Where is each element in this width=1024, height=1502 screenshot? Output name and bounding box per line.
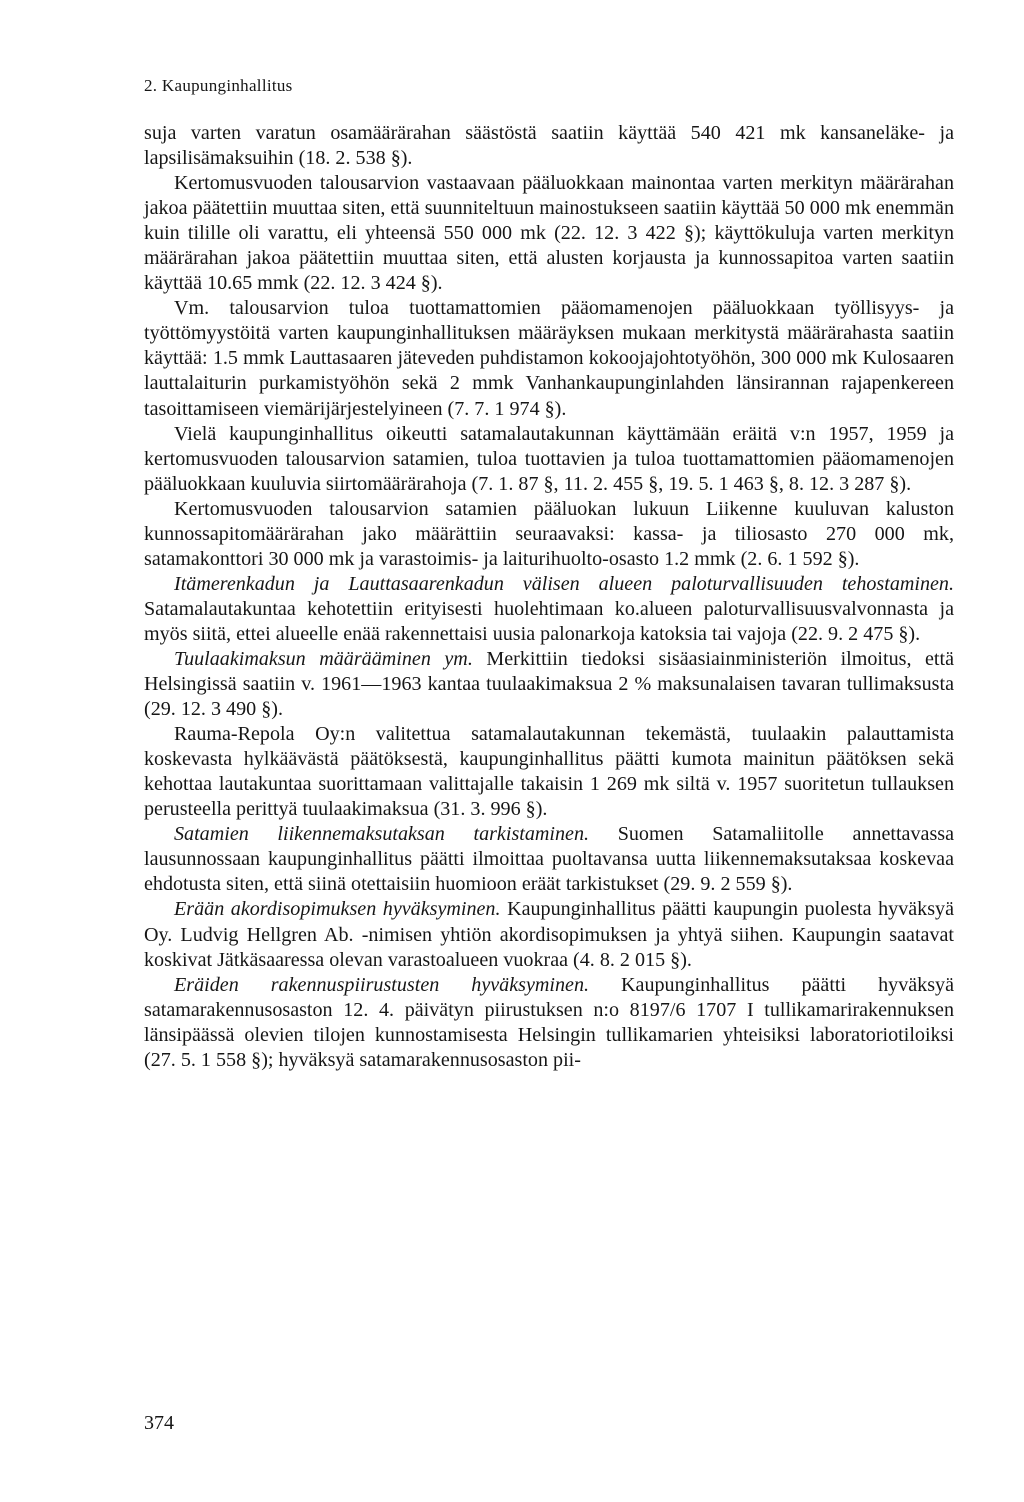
- paragraph: [144, 171, 954, 296]
- section-heading: Satamien liikennemaksutaksan tarkistaminen.: [174, 823, 590, 846]
- paragraph: [144, 722, 954, 822]
- paragraph: [144, 296, 954, 421]
- body-text: [144, 121, 954, 1073]
- section-heading: Eräiden rakennuspiirustusten hyväksyminen.: [174, 973, 590, 996]
- paragraph-text: Rauma-Repola Oy:n valitettua satamalautakunnan tekemästä, tuulaakin palauttamista koskevasta hylkäävästä päätöksestä, kaupunginhallitus päätti kumota mainitun päätöksen sekä kehottaa lautakuntaa suorittamaan valittajalle takaisin 1 269 mk siltä v. 1957 suoritetun tullauksen perusteella perittyä tuulaakimaksua (31. 3. 996 §).: [144, 723, 954, 821]
- paragraph-text: suja varten varatun osamäärärahan säästöstä saatiin käyttää 540 421 mk kansaneläke- ja lapsilisämaksuihin (18. 2. 538 §).: [144, 122, 954, 170]
- paragraph-text: Kertomusvuoden talousarvion satamien pääluokan lukuun Liikenne kuuluvan kaluston kunnossapitomäärärahan jako määrättiin seuraavaksi: kassa- ja tiliosasto 270 000 mk, satamakonttori 30 000 mk ja varastoimis- ja laiturihuolto-osasto 1.2 mmk (2. 6. 1 592 §).: [144, 497, 954, 570]
- running-head: 2. Kaupunginhallitus: [144, 76, 293, 95]
- section-heading: Itämerenkadun ja Lauttasaarenkadun välisen alueen paloturvallisuuden tehostaminen.: [174, 572, 954, 595]
- paragraph: [144, 121, 954, 171]
- paragraph: [144, 422, 954, 497]
- paragraph: [144, 897, 954, 972]
- page-number: 374: [144, 1412, 174, 1434]
- paragraph: [144, 973, 954, 1073]
- paragraph-text: Kaupunginhallitus päätti kaupungin puolesta hyväksyä Oy. Ludvig Hellgren Ab. -nimisen yhtiön akordisopimuksen ja yhtyä siihen. Kaupungin saatavat koskivat Jätkäsaaressa olevan varastoalueen vuokraa (4. 8. 2 015 §).: [144, 898, 954, 971]
- paragraph-text: Merkittiin tiedoksi sisäasiainministeriön ilmoitus, että Helsingissä saatiin v. 1961—1963 kantaa tuulaakimaksua 2 % maksunalaisen tavaran tullimaksusta (29. 12. 3 490 §).: [144, 647, 954, 721]
- paragraph-text: Vielä kaupunginhallitus oikeutti satamalautakunnan käyttämään eräitä v:n 1957, 1959 ja kertomusvuoden talousarvion satamien, tuloa tuottavien ja tuloa tuottamattomien pääomamenojen pääluokkaan kuuluvia siirtomäärärahoja (7. 1. 87 §, 11. 2. 455 §, 19. 5. 1 463 §, 8. 12. 3 287 §).: [144, 422, 954, 495]
- paragraph-text: Suomen Satamaliitolle annettavassa lausunnossaan kaupunginhallitus päätti ilmoittaa puoltavansa uutta liikennemaksutaksaa koskevaa ehdotusta siten, että siinä otettaisiin huomioon eräät tarkistukset (29. 9. 2 559 §).: [144, 823, 954, 896]
- paragraph-text: Vm. talousarvion tuloa tuottamattomien pääomamenojen pääluokkaan työllisyys- ja työttömyystöitä varten kaupunginhallituksen määräyksen mukaan merkitystä määrärahasta saatiin käyttää: 1.5 mmk Lauttasaaren jäteveden puhdistamon kokoojajohtotyöhön, 300 000 mk Kulosaaren lauttalaiturin purkamistyöhön sekä 2 mmk Vanhankaupunginlahden länsirannan rajapenkereen tasoittamiseen viemärijärjestelyineen (7. 7. 1 974 §).: [144, 297, 954, 420]
- paragraph: [144, 822, 954, 897]
- paragraph-text: Kertomusvuoden talousarvion vastaavaan pääluokkaan mainontaa varten merkityn määrärahan jakoa päätettiin muuttaa siten, että suunniteltuun mainostukseen saatiin käyttää 50 000 mk enemmän kuin tilille oli varattu, eli yhteensä 550 000 mk (22. 12. 3 422 §); käyttökuluja varten merkityn määrärahan jakoa päätettiin muuttaa siten, että alusten korjausta ja kunnossapitoa varten saatiin käyttää 10.65 mmk (22. 12. 3 424 §).: [144, 172, 954, 295]
- paragraph-text: Kaupunginhallitus päätti hyväksyä satamarakennusosaston 12. 4. päivätyn piirustuksen n:o 8197/6 1707 I tullikamarirakennuksen länsipäässä olevien tilojen kunnostamisesta Helsingin tullikamarien yhteisiksi laboratoriotiloiksi (27. 5. 1 558 §); hyväksyä satamarakennusosaston pii-: [144, 973, 954, 1071]
- paragraph-text: Satamalautakuntaa kehotettiin erityisesti huolehtimaan ko.alueen paloturvallisuusvalvonnasta ja myös siitä, ettei alueelle enää rakennettaisi uusia palonarkoja katoksia tai vajoja (22. 9. 2 475 §).: [144, 597, 954, 645]
- section-heading: Erään akordisopimuksen hyväksyminen.: [174, 898, 501, 921]
- paragraph: [144, 497, 954, 572]
- paragraph: [144, 647, 954, 722]
- section-heading: Tuulaakimaksun määrääminen ym.: [174, 647, 473, 670]
- paragraph: [144, 572, 954, 647]
